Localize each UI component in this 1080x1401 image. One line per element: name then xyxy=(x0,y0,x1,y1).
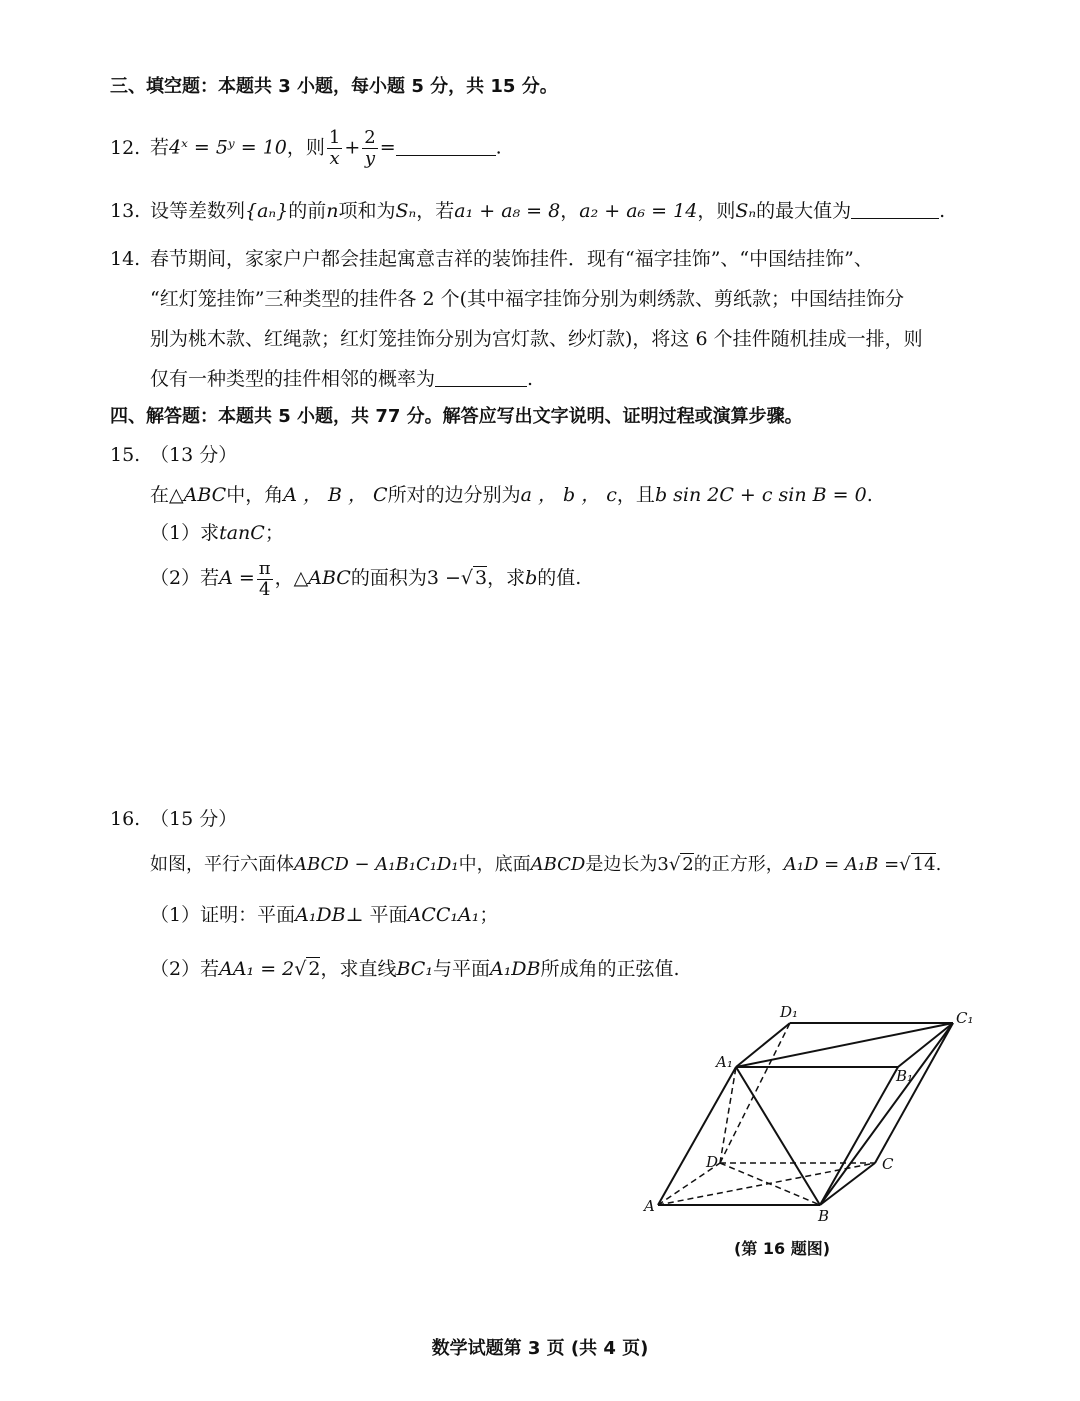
sqrt-radicand: 2 xyxy=(308,958,321,980)
q15-text: ，求 xyxy=(487,567,526,589)
q15-area: 3 − xyxy=(426,567,461,589)
q16-text: 是边长为 xyxy=(585,854,658,875)
q15-abc: ABC xyxy=(183,484,227,506)
frac-den: y xyxy=(364,148,376,169)
q16-text: ，求直线 xyxy=(320,958,397,980)
q15-text: ，△ xyxy=(274,567,309,589)
part-label: （1）求 xyxy=(150,522,220,544)
q16-coef: 3 xyxy=(657,854,669,875)
q15-text: 所对的边分别为 xyxy=(387,484,521,506)
q13-text: 项和为 xyxy=(338,200,396,222)
q15-b: b xyxy=(525,567,538,589)
question-16-stem xyxy=(150,852,941,878)
q16-plane: A₁DB xyxy=(489,958,541,980)
section3-heading: 三、填空题：本题共 3 小题，每小题 5 分，共 15 分。 xyxy=(110,76,558,97)
question-12 xyxy=(110,128,502,169)
question-16-header xyxy=(110,806,237,832)
page-footer: 数学试题第 3 页 (共 4 页) xyxy=(431,1338,649,1359)
q16-base: ABCD xyxy=(530,854,586,875)
plus-sign: + xyxy=(344,136,361,159)
question-score: （15 分） xyxy=(150,808,238,830)
answer-blank xyxy=(396,135,496,156)
q13-text: ，则 xyxy=(697,200,736,222)
question-14-line-2: “红灯笼挂饰”三种类型的挂件各 2 个(其中福字挂饰分别为刺绣款、剪纸款；中国结挂饰分 xyxy=(150,288,905,310)
q13-text: 的前 xyxy=(288,200,327,222)
q16-eq1: A₁D = A₁B = xyxy=(783,854,900,875)
q14-text: 仅有一种类型的挂件相邻的概率为 xyxy=(150,368,436,390)
label-c: C xyxy=(882,1155,894,1173)
question-number: 13. xyxy=(110,200,141,222)
q13-sep: ， xyxy=(560,200,580,222)
q15-end: . xyxy=(866,484,873,506)
sqrt-radicand: 14 xyxy=(912,854,936,875)
fraction-pi-over-4 xyxy=(257,559,273,600)
question-14-line-4 xyxy=(150,366,533,392)
q16-text: 如图，平行六面体 xyxy=(150,854,294,875)
q15-text: 的面积为 xyxy=(350,567,427,589)
q13-cond1: a₁ + a₈ = 8 xyxy=(454,200,561,222)
sqrt-sign: √ xyxy=(294,958,307,980)
question-13 xyxy=(110,198,945,224)
equals-sign: = xyxy=(379,136,396,159)
q15-text: 在△ xyxy=(150,484,184,506)
question-score: （13 分） xyxy=(150,444,238,466)
q16-text: 的正方形， xyxy=(693,854,784,875)
frac-den: x xyxy=(329,148,340,169)
question-14-line-3: 别为桃木款、红绳款；红灯笼挂饰分别为宫灯款、纱灯款)，将这 6 个挂件随机挂成一排，则 xyxy=(150,328,923,350)
question-15-part-1 xyxy=(150,520,284,546)
answer-blank xyxy=(851,198,939,219)
frac-num: π xyxy=(258,557,271,579)
segment-a1c1 xyxy=(736,1023,953,1067)
q15-cond: b sin 2C + c sin B = 0 xyxy=(654,484,867,506)
q12-mid: ，则 xyxy=(286,136,325,159)
q13-sn: Sₙ xyxy=(395,200,417,222)
q12-prefix: 若 xyxy=(150,136,170,159)
answer-blank xyxy=(435,366,527,387)
sqrt-sign: √ xyxy=(668,854,681,875)
q15-text: 的值. xyxy=(537,567,582,589)
frac-den: 4 xyxy=(258,578,271,600)
fraction-2-over-y xyxy=(362,128,377,169)
q13-end: . xyxy=(939,200,946,222)
question-16-part-2 xyxy=(150,956,680,982)
q13-seq: {aₙ} xyxy=(245,200,289,222)
q15-angles: A ， B ， C xyxy=(283,484,388,506)
edge-aa1 xyxy=(658,1067,736,1205)
label-b1: B₁ xyxy=(896,1067,914,1085)
figure-caption: (第 16 题图) xyxy=(734,1239,831,1258)
q14-end: . xyxy=(527,368,534,390)
q15-p1-expr: tanC xyxy=(219,522,265,544)
q12-expr: 4ˣ = 5ʸ = 10 xyxy=(169,136,287,159)
q16-plane: A₁DB xyxy=(295,904,346,926)
q15-p1-end: ； xyxy=(264,522,284,544)
question-15-header xyxy=(110,442,237,468)
hidden-edge-dd1 xyxy=(720,1023,790,1163)
question-number: 14. xyxy=(110,248,141,270)
part-label: （1）证明：平面 xyxy=(150,904,296,926)
q13-sn: Sₙ xyxy=(735,200,757,222)
q15-text: ，且 xyxy=(616,484,655,506)
question-16-part-1 xyxy=(150,902,498,928)
question-number: 16. xyxy=(110,808,141,830)
label-d1: D₁ xyxy=(780,1003,799,1021)
question-number: 12. xyxy=(110,136,141,159)
q16-end: . xyxy=(935,854,942,875)
q13-text: 设等差数列 xyxy=(150,200,246,222)
label-a1: A₁ xyxy=(716,1053,733,1071)
q16-text: 中，底面 xyxy=(458,854,531,875)
q15-abc: ABC xyxy=(308,567,351,589)
edge-a1d1 xyxy=(736,1023,790,1067)
q12-end: . xyxy=(495,136,502,159)
section4-heading: 四、解答题：本题共 5 小题，共 77 分。解答应写出文字说明、证明过程或演算步骤。 xyxy=(110,406,803,427)
q16-plane: ACC₁A₁ xyxy=(407,904,480,926)
sqrt-sign: √ xyxy=(899,854,911,875)
q16-line: BC₁ xyxy=(396,958,433,980)
q15-sides: a ， b ， c xyxy=(520,484,617,506)
sqrt-radicand: 3 xyxy=(475,567,488,589)
question-14-line-1 xyxy=(110,246,873,272)
part-label: （2）若 xyxy=(150,958,220,980)
edge-cc1 xyxy=(875,1023,953,1163)
segment-a1b xyxy=(736,1067,820,1205)
parallelepiped-figure xyxy=(630,995,990,1225)
label-d: D xyxy=(706,1153,719,1171)
sqrt-radicand: 2 xyxy=(682,854,694,875)
hidden-segment-ac xyxy=(658,1163,875,1205)
q16-solid: ABCD − A₁B₁C₁D₁ xyxy=(294,854,459,875)
q13-n: n xyxy=(326,200,339,222)
question-number: 15. xyxy=(110,444,141,466)
q15-text: 中，角 xyxy=(226,484,284,506)
label-a: A xyxy=(644,1197,655,1215)
frac-num: 2 xyxy=(364,127,376,148)
part-label: （2）若 xyxy=(150,567,220,589)
edge-bc xyxy=(820,1163,875,1205)
q14-text: 春节期间，家家户户都会挂起寓意吉祥的装饰挂件．现有“福字挂饰”、“中国结挂饰”、 xyxy=(150,248,873,270)
q13-cond2: a₂ + a₆ = 14 xyxy=(579,200,698,222)
sqrt-sign: √ xyxy=(460,567,474,589)
question-15-part-2 xyxy=(150,558,581,600)
q16-text: 与平面 xyxy=(432,958,490,980)
q16-text: ⊥ 平面 xyxy=(345,904,408,926)
frac-num: 1 xyxy=(328,127,341,148)
label-b: B xyxy=(818,1207,830,1225)
q16-end: ； xyxy=(479,904,499,926)
q16-text: 所成角的正弦值. xyxy=(540,958,680,980)
fraction-1-over-x xyxy=(327,128,342,169)
q16-cond: AA₁ = 2 xyxy=(219,958,295,980)
q13-text: 的最大值为 xyxy=(756,200,852,222)
question-15-stem xyxy=(150,482,873,508)
segment-bc1 xyxy=(820,1023,953,1205)
q13-text: ，若 xyxy=(416,200,455,222)
label-c1: C₁ xyxy=(956,1009,974,1027)
edge-bb1 xyxy=(820,1067,898,1205)
q15-p2-a: A = xyxy=(219,567,255,589)
